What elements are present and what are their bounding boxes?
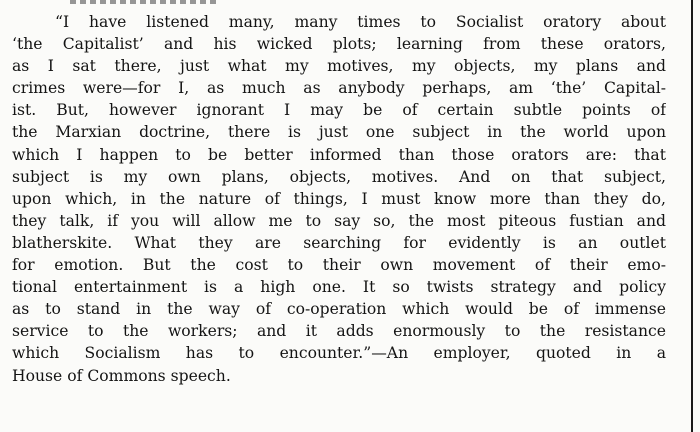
text-line: tional entertainment is a high one. It so twists strategy and policy [12, 278, 666, 297]
text-line: subject is my own plans, objects, motives. And on that subject, [12, 167, 666, 186]
text-line: blatherskite. What they are searching for evidently is an outlet [12, 233, 666, 252]
text-line: which I happen to be better informed than those orators are: that [12, 145, 666, 164]
text-line: “I have listened many, many times to Socialist oratory about [55, 13, 666, 31]
text-line: crimes were—for I, as much as anybody perhaps, am ‘the’ Capital- [12, 79, 666, 98]
column-rule [691, 0, 693, 432]
text-line: service to the workers; and it adds enormously to the resistance [12, 322, 666, 341]
quotation-paragraph [12, 11, 666, 387]
text-line: as to stand in the way of co-operation which would be of immense [12, 300, 666, 319]
text-line: ist. But, however ignorant I may be of certain subtle points of [12, 101, 666, 120]
attribution-line: House of Commons speech. [12, 366, 231, 385]
cropped-heading-fragment [70, 0, 220, 4]
text-line: for emotion. But the cost to their own movement of their emo- [12, 256, 666, 275]
text-line: upon which, in the nature of things, I must know more than they do, [12, 189, 666, 208]
text-line: as I sat there, just what my motives, my objects, my plans and [12, 57, 666, 76]
text-line: the Marxian doctrine, there is just one subject in the world upon [12, 123, 666, 142]
text-line: ‘the Capitalist’ and his wicked plots; learning from these orators, [12, 35, 666, 54]
text-line: they talk, if you will allow me to say so, the most piteous fustian and [12, 211, 666, 230]
text-line: which Socialism has to encounter.”—An employer, quoted in a [12, 344, 666, 363]
